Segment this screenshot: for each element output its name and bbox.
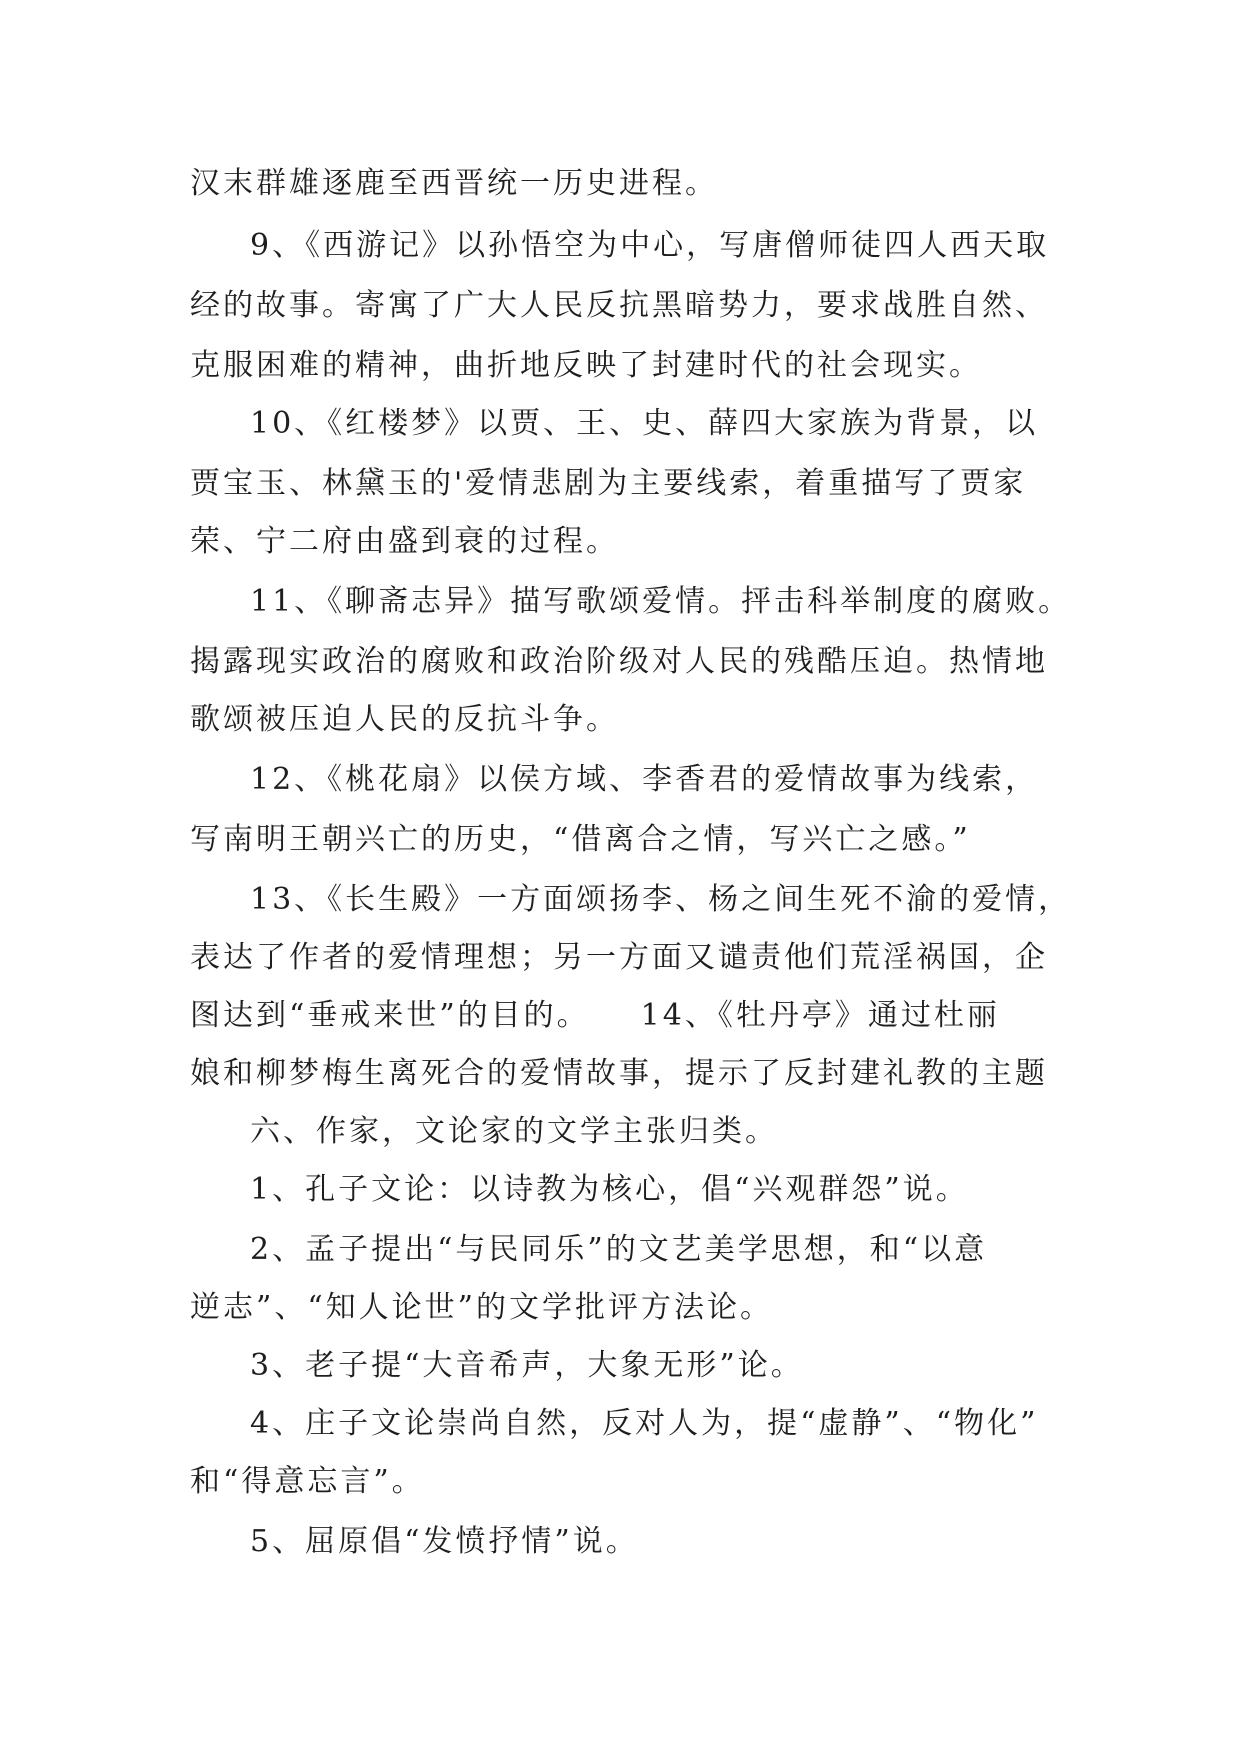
text-line: 表达了作者的爱情理想；另一方面又谴责他们荒淫祸国，企 [190,940,1048,975]
text-line: 揭露现实政治的腐败和政治阶级对人民的残酷压迫。热情地 [190,644,1048,679]
text-line: 克服困难的精神，曲折地反映了封建时代的社会现实。 [190,348,982,383]
text-line: 2、孟子提出“与民同乐”的文艺美学思想，和“以意 [250,1232,988,1267]
text-line: 11、《聊斋志异》描写歌颂爱情。抨击科举制度的腐败。 [250,584,1072,619]
text-line: 12、《桃花扇》以侯方域、李香君的爱情故事为线索， [250,762,1039,797]
text-line: 4、庄子文论崇尚自然，反对人为，提“虚静”、“物化” [250,1406,1039,1441]
text-line: 荣、宁二府由盛到衰的过程。 [190,524,619,559]
text-line: 逆志”、“知人论世”的文学批评方法论。 [190,1290,774,1325]
section-heading: 六、作家，文论家的文学主张归类。 [250,1114,778,1149]
text-line: 9、《西游记》以孙悟空为中心，写唐僧师徒四人西天取 [250,228,1050,263]
text-line: 图达到“垂戒来世”的目的。 14、《牡丹亭》通过杜丽 [190,998,1000,1033]
text-line: 歌颂被压迫人民的反抗斗争。 [190,702,619,737]
text-line: 汉末群雄逐鹿至西晋统一历史进程。 [190,166,718,201]
text-line: 13、《长生殿》一方面颂扬李、杨之间生死不渝的爱情， [250,882,1072,917]
text-line: 写南明王朝兴亡的历史，“借离合之情，写兴亡之感。” [190,822,971,857]
text-line: 10、《红楼梦》以贾、王、史、薛四大家族为背景，以 [250,406,1039,441]
text-line: 3、老子提“大音希声，大象无形”论。 [250,1348,804,1383]
text-line: 娘和柳梦梅生离死合的爱情故事，提示了反封建礼教的主题 [190,1056,1048,1091]
text-line: 5、屈原倡“发愤抒情”说。 [250,1524,639,1559]
text-line: 和“得意忘言”。 [190,1464,425,1499]
text-line: 贾宝玉、林黛玉的'爱情悲剧为主要线索，着重描写了贾家 [190,466,1027,501]
text-line: 1、孔子文论：以诗教为核心，倡“兴观群怨”说。 [250,1172,969,1207]
text-line: 经的故事。寄寓了广大人民反抗黑暗势力，要求战胜自然、 [190,288,1048,323]
